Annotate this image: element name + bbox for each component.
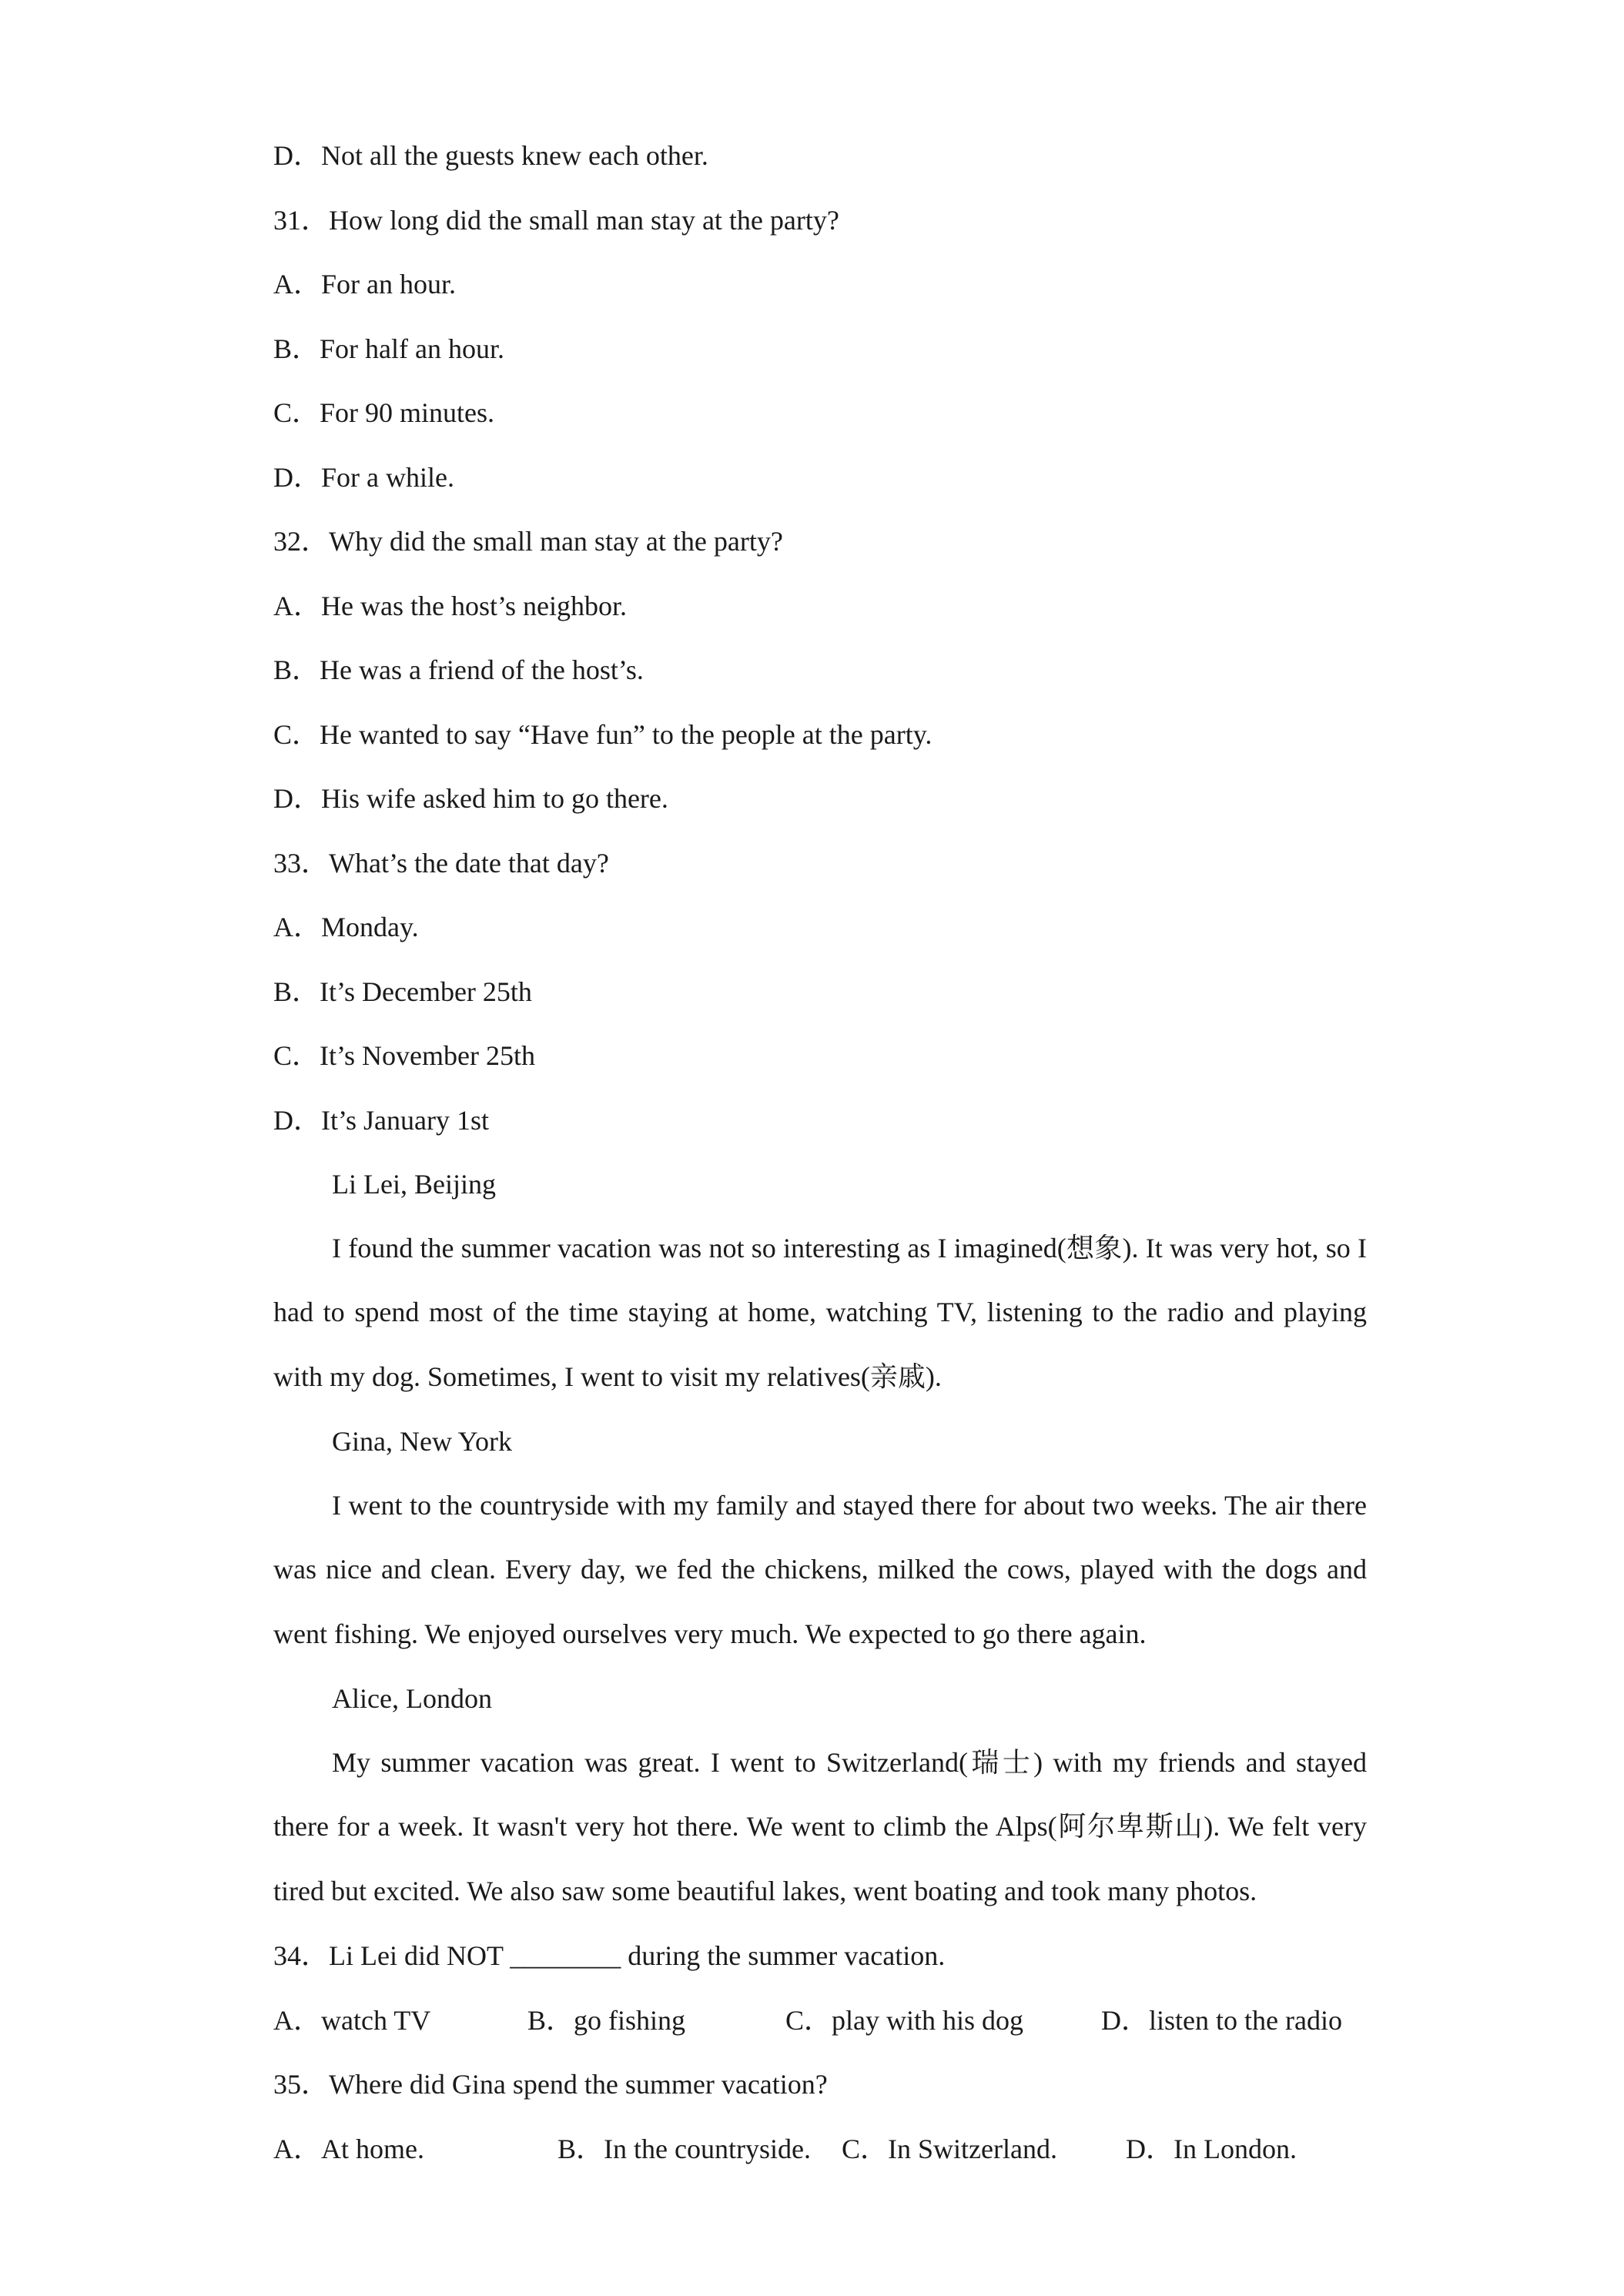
- question-30-option-d: D．Not all the guests knew each other.: [273, 140, 708, 171]
- question-32-stem: 32．Why did the small man stay at the party?: [273, 526, 783, 557]
- passage-author-alice: Alice, London: [332, 1683, 492, 1714]
- question-33-stem: 33．What’s the date that day?: [273, 847, 609, 879]
- question-31-option-b: B．For half an hour.: [273, 333, 504, 364]
- question-31-option-d: D．For a while.: [273, 461, 454, 493]
- question-32-option-d: D．His wife asked him to go there.: [273, 783, 668, 814]
- question-35-option-a: A．At home.: [273, 2133, 424, 2164]
- passage-paragraph-gina: I went to the countryside with my family and stayed there for about two weeks. The air there was nice and clean. Every day, we fed the chickens, milked the cows, played with the dogs and went fishing. We enjoyed ourselves very much. We expected to go there again.: [273, 1489, 1367, 1649]
- question-34-option-a: A．watch TV: [273, 2004, 431, 2036]
- question-35-option-c: C．In Switzerland.: [842, 2133, 1057, 2164]
- question-34-option-b: B．go fishing: [527, 2004, 686, 2036]
- question-35-option-d: D．In London.: [1126, 2133, 1297, 2164]
- question-34-options: [273, 1997, 1367, 2062]
- question-31-stem: 31．How long did the small man stay at the party?: [273, 204, 839, 236]
- passage-author-li-lei: Li Lei, Beijing: [332, 1169, 496, 1200]
- question-32-option-c: C．He wanted to say “Have fun” to the people at the party.: [273, 718, 933, 750]
- question-34-option-d: D．listen to the radio: [1101, 2004, 1342, 2036]
- question-33-option-b: B．It’s December 25th: [273, 976, 532, 1007]
- question-35-options: [273, 2126, 1367, 2191]
- question-31-option-c: C．For 90 minutes.: [273, 397, 495, 428]
- question-34-option-c: C．play with his dog: [785, 2004, 1024, 2036]
- question-33-option-c: C．It’s November 25th: [273, 1040, 535, 1071]
- question-33-option-a: A．Monday.: [273, 912, 419, 942]
- question-35-option-b: B．In the countryside.: [558, 2133, 811, 2164]
- document-content: [273, 132, 1367, 2190]
- question-33-option-d: D．It’s January 1st: [273, 1104, 489, 1136]
- passage-paragraph-alice: My summer vacation was great. I went to Switzerland(瑞士) with my friends and stayed there for a week. It wasn't very hot there. We went to climb the Alps(阿尔卑斯山). We felt very tired but excited. We also saw some beautiful lakes, went boating and took many photos.: [273, 1746, 1367, 1906]
- passage-author-gina: Gina, New York: [332, 1426, 512, 1457]
- question-35-stem: 35．Where did Gina spend the summer vacation?: [273, 2069, 828, 2100]
- question-32-option-b: B．He was a friend of the host’s.: [273, 654, 644, 685]
- question-31-option-a: A．For an hour.: [273, 269, 456, 300]
- passage-paragraph-li-lei: I found the summer vacation was not so interesting as I imagined(想象). It was very hot, so I had to spend most of the time staying at home, watching TV, listening to the radio and playing with my dog. Sometimes, I went to visit my relatives(亲戚).: [273, 1232, 1367, 1392]
- question-32-option-a: A．He was the host’s neighbor.: [273, 590, 627, 621]
- question-34-stem: 34．Li Lei did NOT ________ during the summer vacation.: [273, 1940, 946, 1971]
